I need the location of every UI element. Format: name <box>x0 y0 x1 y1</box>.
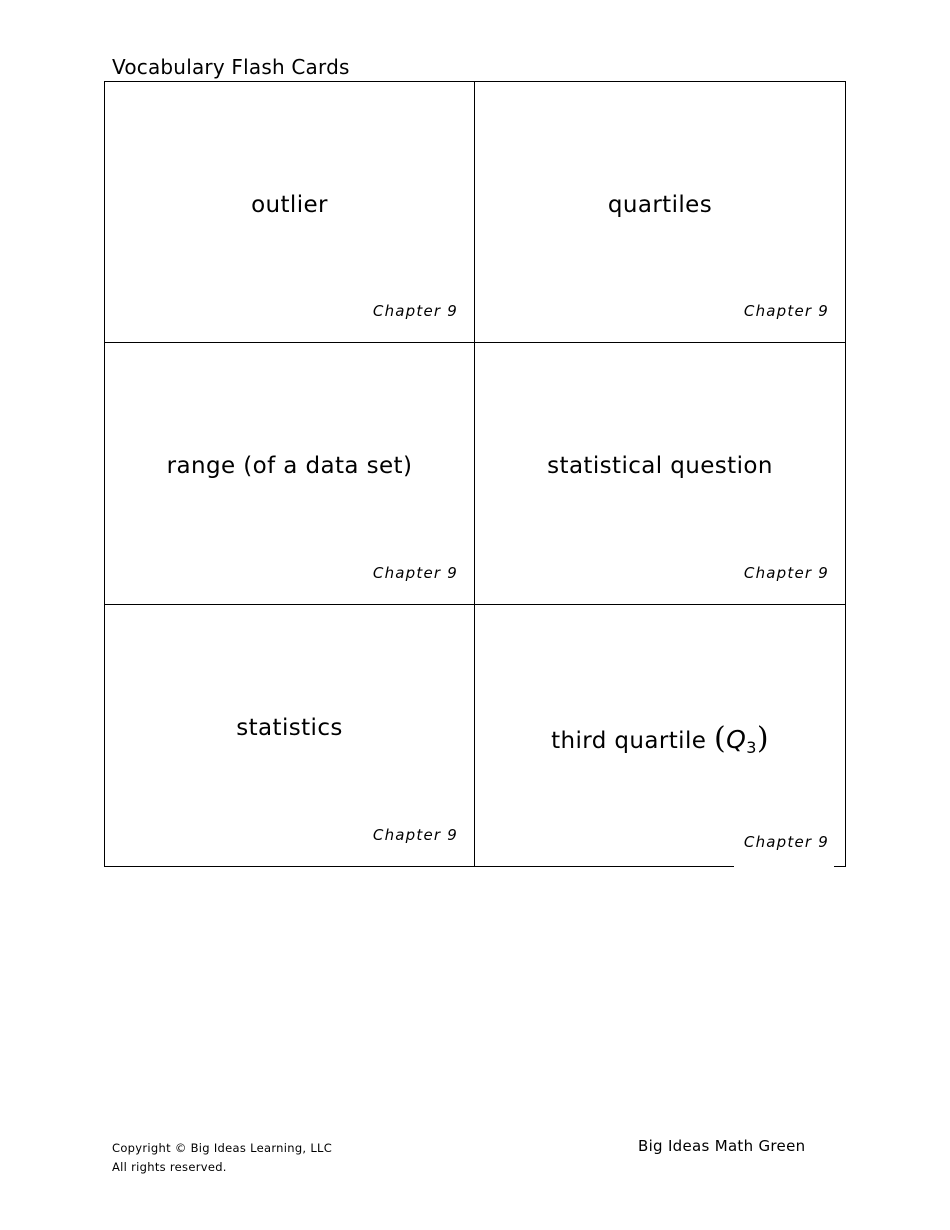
notation-variable: Q <box>726 725 747 754</box>
card-term: quartiles <box>607 192 713 218</box>
card-term: statistics <box>236 715 343 741</box>
copyright-line: Copyright © Big Ideas Learning, LLC <box>112 1141 333 1155</box>
card-chapter: Chapter 9 <box>372 564 458 582</box>
publisher-name: Big Ideas Math Green <box>638 1137 806 1155</box>
border-gap <box>734 866 834 871</box>
card-chapter: Chapter 9 <box>372 302 458 320</box>
rights-line: All rights reserved. <box>112 1160 227 1174</box>
card-chapter: Chapter 9 <box>743 302 829 320</box>
flash-card-grid <box>104 81 846 869</box>
flash-card-third-quartile <box>475 605 846 867</box>
page-title: Vocabulary Flash Cards <box>112 55 350 79</box>
notation-subscript: 3 <box>746 738 757 757</box>
flash-card-statistical-question <box>475 343 846 605</box>
flash-card-statistics <box>104 605 475 867</box>
card-chapter: Chapter 9 <box>372 826 458 844</box>
flash-card-quartiles <box>475 81 846 343</box>
card-chapter: Chapter 9 <box>743 564 829 582</box>
card-term: statistical question <box>547 453 773 479</box>
notation-close-paren: ) <box>756 721 769 756</box>
notation-open-paren: ( <box>714 721 727 756</box>
card-term: outlier <box>251 192 328 218</box>
card-chapter: Chapter 9 <box>743 833 829 851</box>
copyright-notice <box>112 1139 332 1177</box>
flash-card-range <box>104 343 475 605</box>
card-term: third quartile <box>551 728 707 754</box>
math-notation <box>714 721 769 757</box>
card-term-with-notation <box>475 723 845 764</box>
flash-card-outlier <box>104 81 475 343</box>
card-term: range (of a data set) <box>166 453 413 479</box>
